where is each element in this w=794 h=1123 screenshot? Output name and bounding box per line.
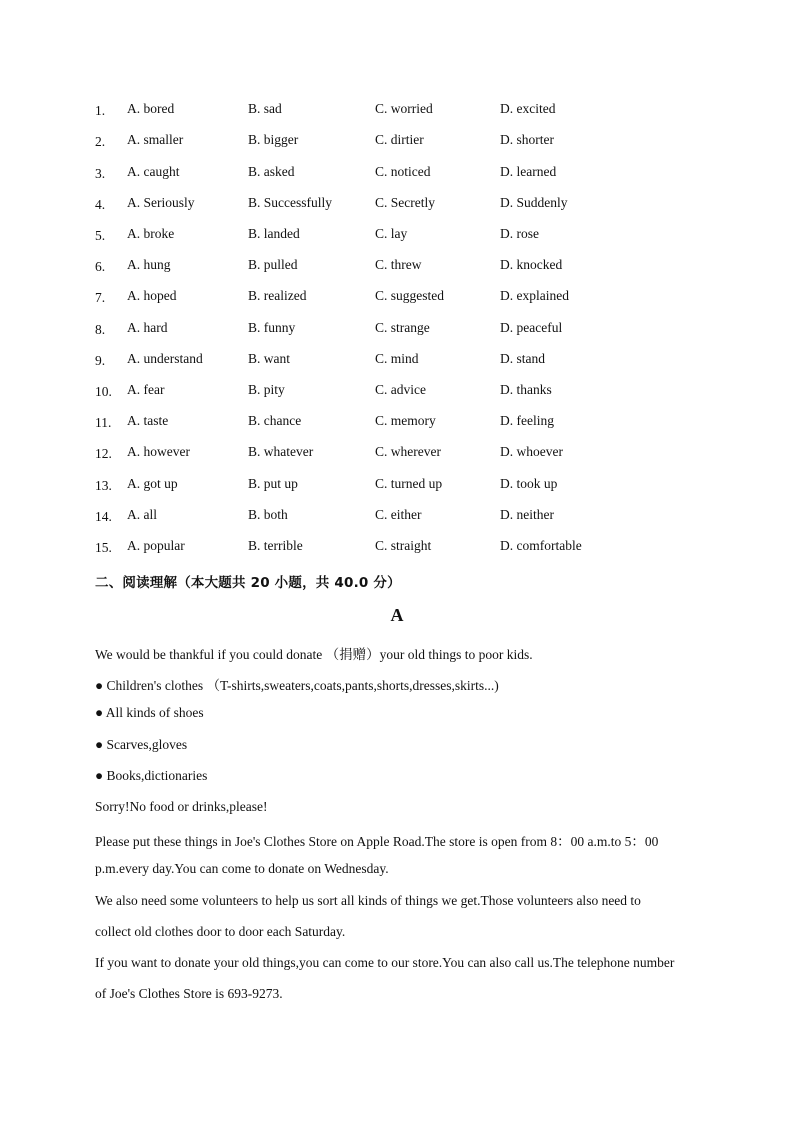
option-d: D. shorter	[500, 132, 554, 147]
option-a: A. understand	[127, 351, 203, 366]
option-a: A. fear	[127, 382, 165, 397]
option-c: C. wherever	[375, 444, 441, 459]
question-number: 2.	[95, 134, 106, 149]
passage-line: Sorry!No food or drinks,please!	[95, 799, 268, 814]
option-b: B. pulled	[248, 257, 298, 272]
option-c: C. straight	[375, 538, 432, 553]
question-row	[0, 444, 794, 464]
option-b: B. terrible	[248, 538, 303, 553]
question-row	[0, 195, 794, 215]
option-c: C. threw	[375, 257, 422, 272]
option-b: B. Successfully	[248, 195, 332, 210]
question-row	[0, 257, 794, 277]
option-c: C. lay	[375, 226, 408, 241]
option-a: A. hung	[127, 257, 171, 272]
question-row	[0, 413, 794, 433]
option-a: A. hard	[127, 320, 168, 335]
question-number: 5.	[95, 228, 106, 243]
option-d: D. rose	[500, 226, 539, 241]
passage-line: collect old clothes door to door each Saturday.	[95, 924, 346, 939]
passage-line: p.m.every day.You can come to donate on Wednesday.	[95, 861, 389, 876]
question-number: 8.	[95, 322, 106, 337]
question-row	[0, 538, 794, 558]
option-b: B. sad	[248, 101, 282, 116]
option-d: D. excited	[500, 101, 556, 116]
question-number: 6.	[95, 259, 106, 274]
question-row	[0, 132, 794, 152]
option-a: A. all	[127, 507, 157, 522]
option-d: D. Suddenly	[500, 195, 568, 210]
option-c: C. either	[375, 507, 422, 522]
question-number: 1.	[95, 103, 106, 118]
option-c: C. worried	[375, 101, 433, 116]
question-number: 10.	[95, 384, 112, 399]
question-row	[0, 382, 794, 402]
question-row	[0, 507, 794, 527]
option-b: B. pity	[248, 382, 285, 397]
passage-title: A	[390, 605, 404, 625]
option-a: A. smaller	[127, 132, 184, 147]
option-b: B. funny	[248, 320, 296, 335]
option-b: B. put up	[248, 476, 298, 491]
question-number: 11.	[95, 415, 112, 430]
question-row	[0, 320, 794, 340]
passage-bullet: ● Children's clothes （T-shirts,sweaters,coats,pants,shorts,dresses,skirts...)	[95, 678, 499, 693]
option-d: D. thanks	[500, 382, 552, 397]
option-a: A. bored	[127, 101, 175, 116]
question-number: 3.	[95, 166, 106, 181]
option-d: D. comfortable	[500, 538, 582, 553]
question-number: 14.	[95, 509, 112, 524]
option-d: D. knocked	[500, 257, 563, 272]
passage-line: We would be thankful if you could donate （捐赠）your old things to poor kids.	[95, 647, 533, 662]
option-c: C. strange	[375, 320, 430, 335]
question-number: 4.	[95, 197, 106, 212]
option-a: A. hoped	[127, 288, 177, 303]
option-c: C. dirtier	[375, 132, 424, 147]
passage-bullet: ● Books,dictionaries	[95, 768, 208, 783]
question-row	[0, 288, 794, 308]
option-d: D. learned	[500, 164, 557, 179]
question-row	[0, 226, 794, 246]
question-row	[0, 476, 794, 496]
option-b: B. both	[248, 507, 288, 522]
option-b: B. landed	[248, 226, 300, 241]
option-a: A. broke	[127, 226, 175, 241]
option-c: C. suggested	[375, 288, 444, 303]
option-b: B. asked	[248, 164, 295, 179]
option-d: D. stand	[500, 351, 545, 366]
question-number: 13.	[95, 478, 112, 493]
option-d: D. neither	[500, 507, 554, 522]
question-row	[0, 351, 794, 371]
section-heading: 二、阅读理解（本大题共 20 小题，共 40.0 分）	[95, 575, 401, 591]
option-c: C. turned up	[375, 476, 443, 491]
option-a: A. however	[127, 444, 190, 459]
question-number: 15.	[95, 540, 112, 555]
question-row	[0, 101, 794, 121]
option-b: B. chance	[248, 413, 302, 428]
passage-line: Please put these things in Joe's Clothes Store on Apple Road.The store is open from 8：00 a.m.to 5：00	[95, 834, 659, 849]
passage-line: If you want to donate your old things,you can come to our store.You can also call us.The telephone number	[95, 955, 675, 970]
option-a: A. caught	[127, 164, 180, 179]
option-d: D. took up	[500, 476, 558, 491]
option-d: D. explained	[500, 288, 569, 303]
question-number: 9.	[95, 353, 106, 368]
option-d: D. whoever	[500, 444, 563, 459]
option-b: B. realized	[248, 288, 307, 303]
option-d: D. feeling	[500, 413, 554, 428]
option-c: C. advice	[375, 382, 426, 397]
option-c: C. mind	[375, 351, 419, 366]
option-a: A. popular	[127, 538, 185, 553]
question-number: 7.	[95, 290, 106, 305]
option-b: B. want	[248, 351, 290, 366]
passage-line: We also need some volunteers to help us sort all kinds of things we get.Those volunteers also need to	[95, 893, 641, 908]
option-c: C. noticed	[375, 164, 431, 179]
option-a: A. got up	[127, 476, 178, 491]
option-a: A. taste	[127, 413, 169, 428]
passage-bullet: ● Scarves,gloves	[95, 737, 188, 752]
option-c: C. memory	[375, 413, 436, 428]
passage-line: of Joe's Clothes Store is 693-9273.	[95, 986, 283, 1001]
question-number: 12.	[95, 446, 112, 461]
question-row	[0, 164, 794, 184]
option-b: B. bigger	[248, 132, 299, 147]
option-a: A. Seriously	[127, 195, 195, 210]
passage-bullet: ● All kinds of shoes	[95, 705, 204, 720]
option-d: D. peaceful	[500, 320, 563, 335]
option-c: C. Secretly	[375, 195, 435, 210]
option-b: B. whatever	[248, 444, 314, 459]
